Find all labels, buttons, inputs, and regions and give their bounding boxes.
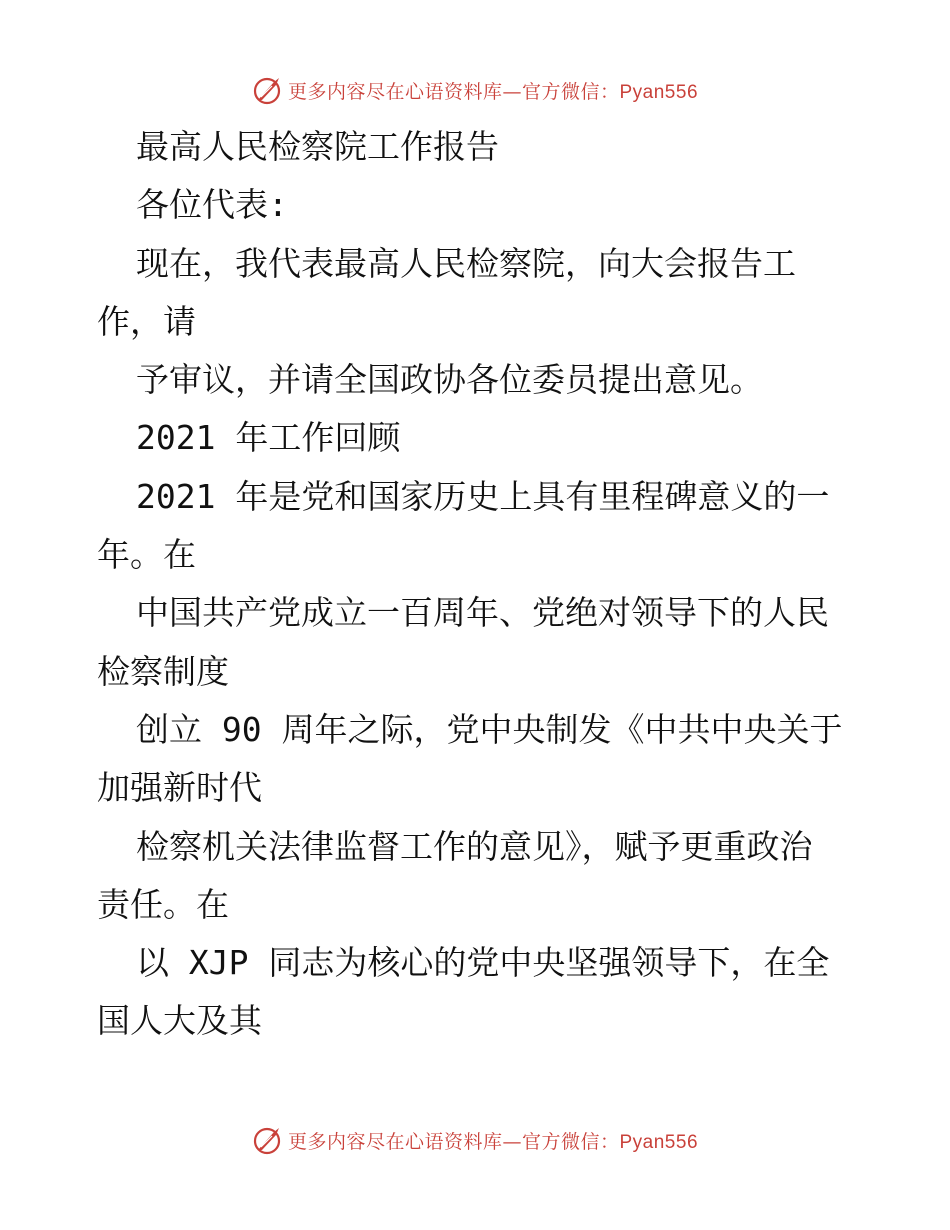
quill-pen-logo-icon	[252, 74, 284, 106]
header-banner	[0, 70, 950, 110]
footer-banner	[0, 1120, 950, 1160]
paragraph-line: 检察机关法律监督工作的意见》，赋予更重政治	[136, 826, 813, 866]
wechat-id: Pyan556	[619, 81, 699, 103]
paragraph-line: 以 XJP 同志为核心的党中央坚强领导下，在全	[136, 943, 830, 983]
wechat-id: Pyan556	[619, 1131, 699, 1153]
paragraph-line: 责任。在	[97, 884, 229, 924]
paragraph-line: 作，请	[97, 301, 196, 341]
document-body	[97, 118, 857, 1051]
paragraph-line: 创立 90 周年之际，党中央制发《中共中央关于	[136, 709, 843, 749]
paragraph-line: 中国共产党成立一百周年、党绝对领导下的人民	[136, 593, 829, 633]
section-heading: 2021 年工作回顾	[136, 418, 401, 458]
paragraph-line: 2021 年是党和国家历史上具有里程碑意义的一	[136, 476, 830, 516]
paragraph-line: 加强新时代	[97, 768, 262, 808]
paragraph-line: 现在，我代表最高人民检察院，向大会报告工	[136, 243, 796, 283]
banner-text: 更多内容尽在心语资料库—官方微信：Pyan556	[287, 80, 699, 103]
banner-text: 更多内容尽在心语资料库—官方微信：Pyan556	[287, 1130, 699, 1153]
salutation: 各位代表:	[136, 185, 288, 225]
quill-pen-logo-icon	[252, 1124, 284, 1156]
document-title: 最高人民检察院工作报告	[136, 127, 499, 166]
paragraph-line: 年。在	[97, 535, 196, 575]
paragraph-line: 检察制度	[97, 651, 229, 691]
paragraph-line: 予审议，并请全国政协各位委员提出意见。	[136, 360, 763, 400]
paragraph-line: 国人大及其	[97, 1001, 262, 1041]
